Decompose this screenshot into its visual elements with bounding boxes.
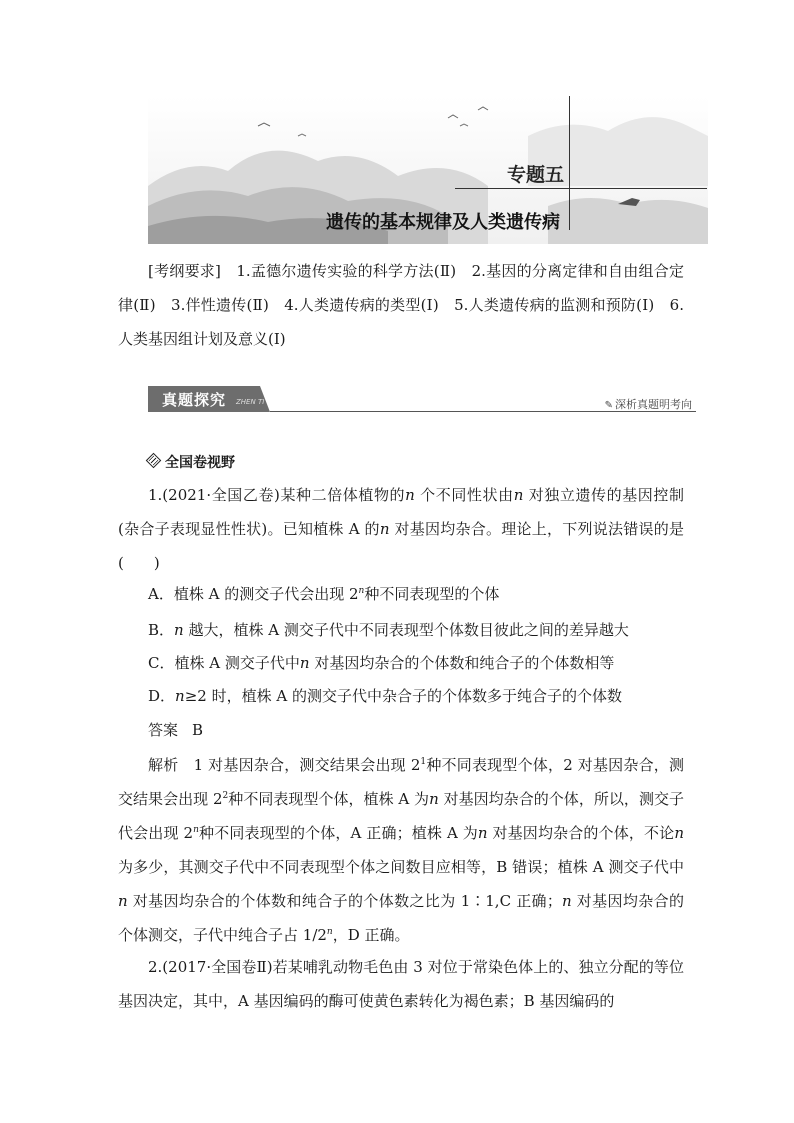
subsection-title (148, 452, 235, 472)
section-label: 真题探究 (162, 391, 227, 409)
topic-title: 遗传的基本规律及人类遗传病 (326, 212, 560, 233)
diamond-icon (146, 453, 162, 469)
section-subtitle (605, 396, 692, 412)
question-2-stem: 2.(2017·全国卷Ⅱ)若某哺乳动物毛色由 3 对位于常染色体上的、独立分配的等位基因决定，其中，A 基因编码的酶可使黄色素转化为褐色素；B 基因编码的 (118, 958, 684, 1010)
subsection-title-text: 全国卷视野 (165, 455, 235, 471)
banner-divider-vertical (569, 96, 570, 230)
section-subtitle-text: 深析真题明考向 (615, 398, 692, 411)
banner-divider-horizontal (455, 188, 707, 189)
option-c: C．植株 A 测交子代中n 对基因均杂合的个体数和纯合子的个体数相等 (148, 654, 615, 672)
topic-number: 专题五 (506, 164, 564, 186)
question-1-stem: 1.(2021·全国乙卷)某种二倍体植物的n 个不同性状由n 对独立遗传的基因控制(杂合子表现显性性状)。已知植株 A 的n 对基因均杂合。理论上，下列说法错误的是( ) (118, 486, 684, 572)
exam-requirements: [考纲要求] 1.孟德尔遗传实验的科学方法(Ⅱ) 2.基因的分离定律和自由组合定律(Ⅱ) 3.伴性遗传(Ⅱ) 4.人类遗传病的类型(Ⅰ) 5.人类遗传病的监测和预防(Ⅰ) 6.人类基因组计划及意义(Ⅰ) (118, 262, 684, 348)
section-label-en: ZHEN TI (236, 398, 265, 406)
option-d: D．n≥2 时，植株 A 的测交子代中杂合子的个体数多于纯合子的个体数 (148, 687, 622, 705)
analysis: 解析 1 对基因杂合，测交结果会出现 $2^1$种不同表现型个体，2 对基因杂合，测交结果会出现 $2^2$种不同表现型个体，植株 A 为n 对基因均杂合的个体，所以，测交子代会出现 2$^n$种不同表现型的个体，A 正确；植株 A 为n 对基因均杂合的个体，不论n 为多少，其测交子代中不同表现型个体之间数目应相等，B 错误；植株 A 测交子代中n 对基因均杂合的个体数和纯合子的个体数之比为 1∶1,C 正确；n 对基因均杂合的个体测交，子代中纯合子占 1/2$^n$，D 正确。 (118, 756, 685, 944)
option-b: B．n 越大，植株 A 测交子代中不同表现型个体数目彼此之间的差异越大 (148, 621, 629, 639)
pen-icon: ✎ (604, 400, 613, 411)
section-header (148, 386, 696, 412)
option-a: A．植株 A 的测交子代会出现 2$^n$种不同表现型的个体 (148, 585, 500, 603)
answer-value: B (192, 721, 204, 739)
analysis-label: 解析 (148, 756, 179, 774)
answer-label: 答案 (148, 721, 179, 739)
answer (148, 720, 203, 740)
